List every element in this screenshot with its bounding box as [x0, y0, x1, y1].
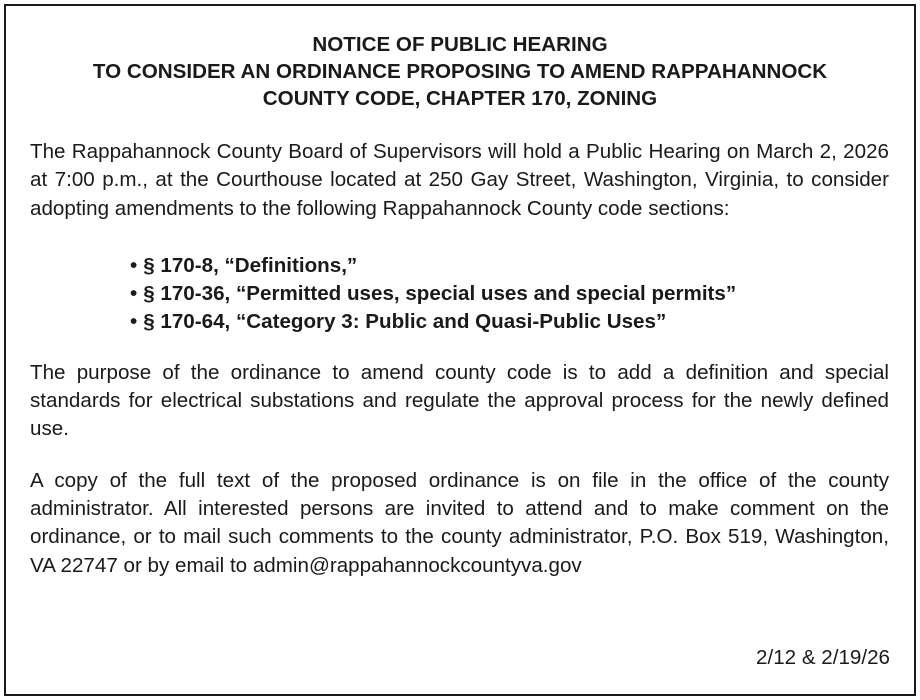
bullet-icon: •: [130, 282, 138, 306]
bullet-icon: •: [130, 310, 138, 334]
heading-line-2: TO CONSIDER AN ORDINANCE PROPOSING TO AMEND RAPPAHANNOCK: [92, 60, 828, 83]
public-hearing-notice: [4, 4, 916, 696]
heading-line-1: NOTICE OF PUBLIC HEARING: [312, 33, 608, 56]
code-section-label: § 170-64, “Category 3: Public and Quasi-Public Uses”: [143, 310, 667, 334]
ordinance-purpose-paragraph: The purpose of the ordinance to amend county code is to add a definition and special standards for electrical substations and regulate the approval process for the newly defined use.: [30, 360, 889, 441]
notice-heading: [6, 31, 914, 112]
publication-dates: 2/12 & 2/19/26: [756, 646, 890, 669]
list-item: [130, 280, 914, 308]
heading-line-3: COUNTY CODE, CHAPTER 170, ZONING: [262, 87, 658, 110]
list-item: [130, 252, 914, 280]
bullet-icon: •: [130, 253, 138, 277]
code-section-label: § 170-8, “Definitions,”: [143, 253, 358, 277]
public-comment-paragraph: A copy of the full text of the proposed ordinance is on file in the office of the county administrator. All interested persons are invited to attend and to make comment on the ordinance, or to mail such comments to the county administrator, P.O. Box 519, Washington, VA 22747 or by email to admin@rappahannockcountyva.gov: [30, 468, 889, 577]
hearing-announcement-paragraph: The Rappahannock County Board of Supervisors will hold a Public Hearing on March 2, 2026 at 7:00 p.m., at the Courthouse located at 250 Gay Street, Washington, Virginia, to consider adopting amendments to the following Rappahannock County code sections:: [30, 140, 889, 220]
code-sections-list: [6, 252, 914, 337]
list-item: [130, 308, 914, 336]
code-section-label: § 170-36, “Permitted uses, special uses and special permits”: [143, 282, 737, 306]
